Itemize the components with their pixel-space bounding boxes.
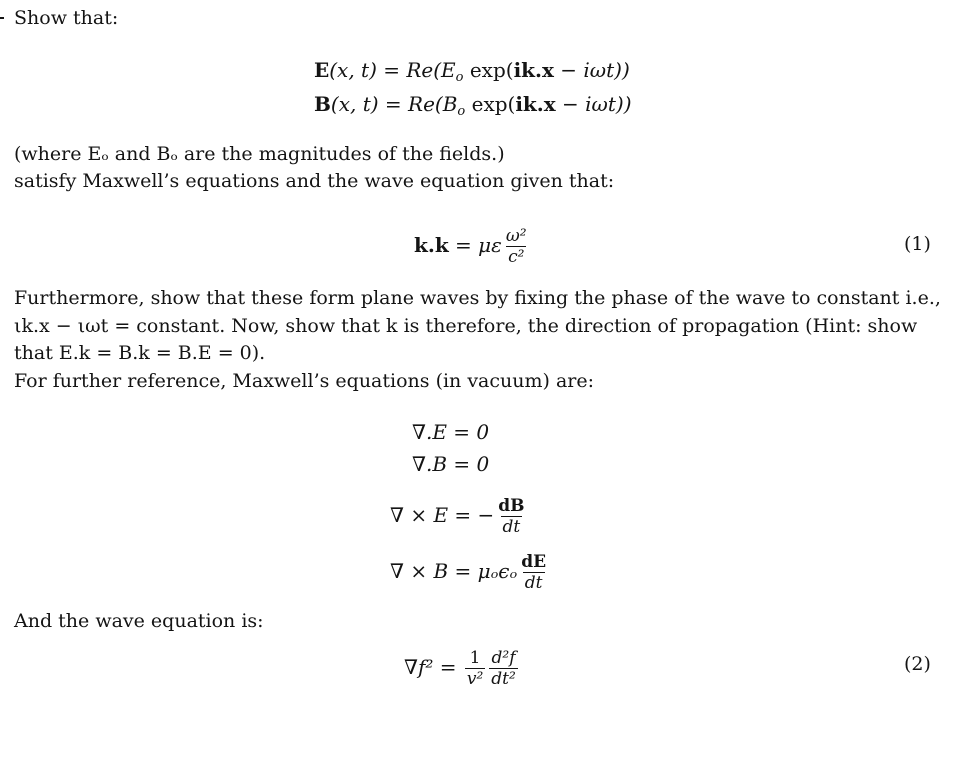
equation-2: ∇f² = $\frac{1}{\text{v²}}$ $\frac{\text{d²f}}{\text{dt²}}$ xyxy=(404,648,516,689)
equation-B-field: B(x, $t) = Re(B_o$ exp(ik.x − iωt)) xyxy=(314,92,632,119)
maxwell-faraday: ∇ × E = − $\frac{dB}{dt}$ xyxy=(390,496,525,537)
paragraph-line-3: that E.k = B.k = B.E = 0). xyxy=(14,342,266,364)
bullet-mark xyxy=(0,17,4,19)
equation-E-field: E(x, $t) = Re(E_o$ exp(ik.x − iωt)) xyxy=(314,58,630,85)
wave-intro-text: And the wave equation is: xyxy=(14,610,264,632)
paragraph-line-4: For further reference, Maxwell’s equations (in vacuum) are: xyxy=(14,370,595,392)
maxwell-gauss-B: ∇.B = 0 xyxy=(412,452,490,476)
intro-text: Show that: xyxy=(14,7,119,29)
where-text: (where Eₒ and Bₒ are the magnitudes of the fields.) xyxy=(14,143,505,165)
maxwell-ampere: ∇ × B = μₒϵₒ $\frac{dE}{dt}$ xyxy=(390,552,547,593)
equation-2-label: (2) xyxy=(904,653,931,675)
satisfy-text: satisfy Maxwell’s equations and the wave equation given that: xyxy=(14,170,615,192)
maxwell-gauss-E: ∇.E = 0 xyxy=(412,420,490,444)
equation-1: k.k = με $\frac{\text{ω²}}{\text{c²}}$ xyxy=(414,226,527,267)
paragraph-line-1: Furthermore, show that these form plane waves by fixing the phase of the wave to constant i.e., xyxy=(14,287,941,309)
paragraph-line-2: ιk.x − ιωt = constant. Now, show that k is therefore, the direction of propagation (Hint: show xyxy=(14,315,918,337)
equation-1-label: (1) xyxy=(904,233,931,255)
